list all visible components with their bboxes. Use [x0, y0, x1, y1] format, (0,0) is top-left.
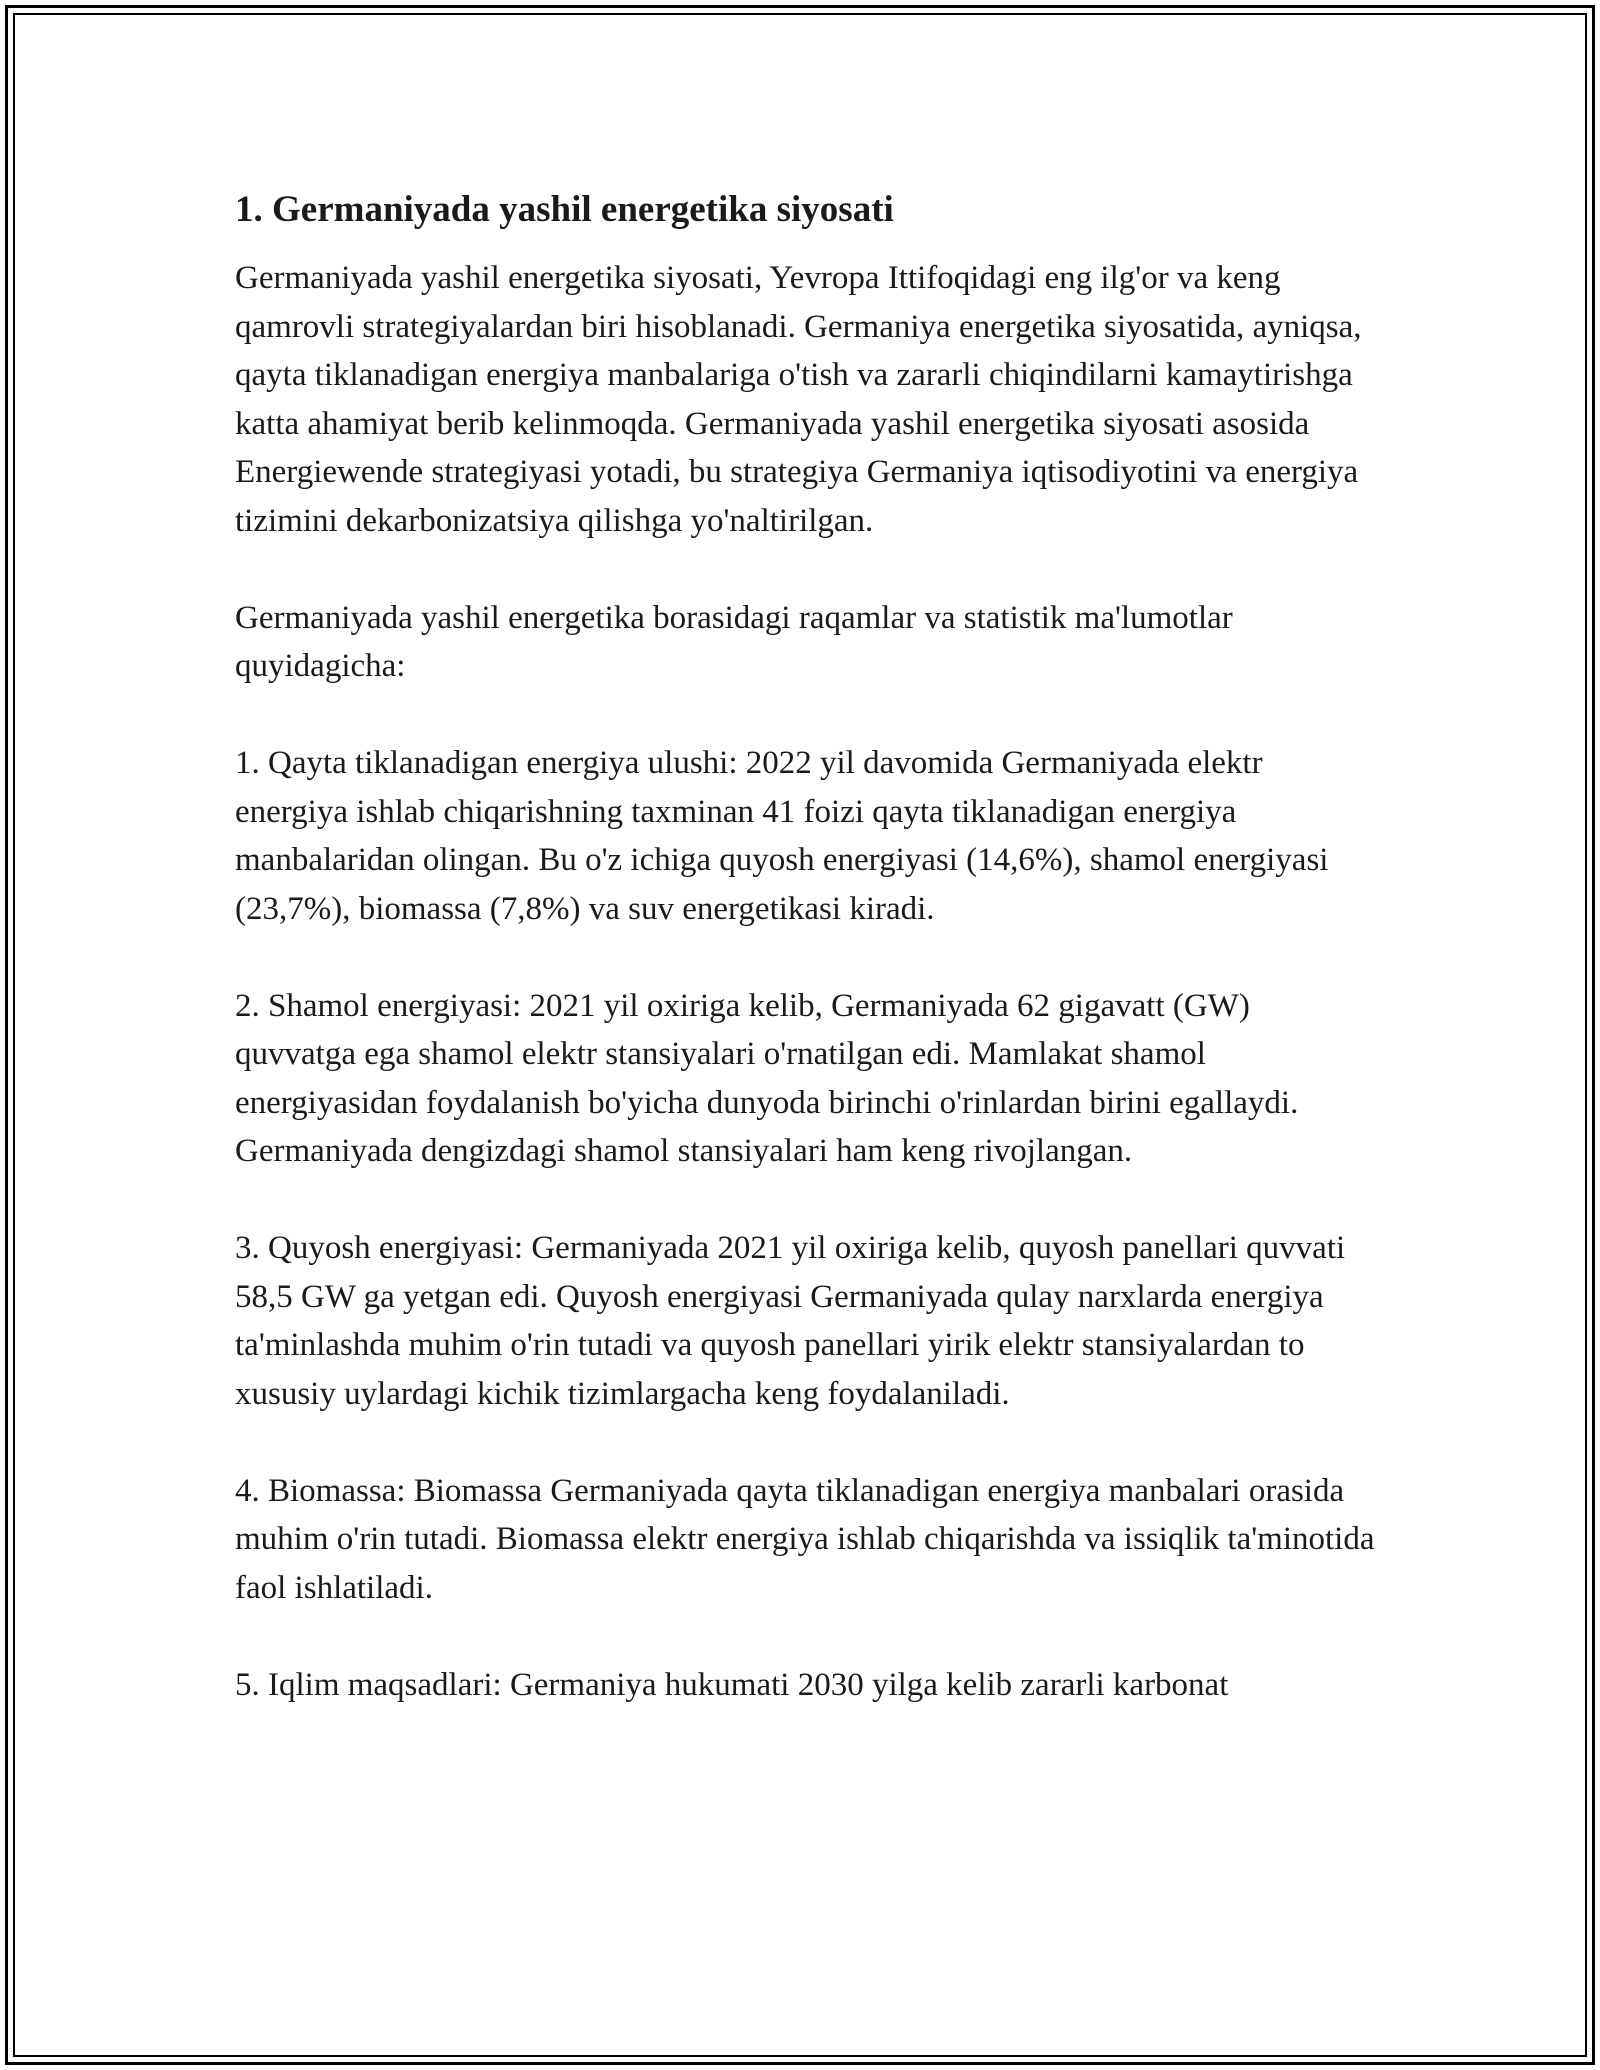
- climate-goals-paragraph: 5. Iqlim maqsadlari: Germaniya hukumati 2030 yilga kelib zararli karbonat: [235, 1666, 1229, 1703]
- intro-paragraph: Germaniyada yashil energetika siyosati, Yevropa Ittifoqidagi eng ilg'or va keng qamrovli strategiyalardan biri hisoblanadi. Germaniya energetika siyosatida, ayniqsa, qayta tiklanadigan energiya manbalariga o'tish va zararli chiqindilarni kamaytirishga katta ahamiyat berib kelinmoqda. Germaniyada yashil energetika siyosati asosida Energiewende strategiyasi yotadi, bu strategiya Germaniya iqtisodiyotini va energiya tizimini dekarbonizatsiya qilishga yo'naltirilgan.: [235, 260, 1362, 539]
- document-body: [235, 186, 1375, 1709]
- renewable-share-paragraph: 1. Qayta tiklanadigan energiya ulushi: 2022 yil davomida Germaniyada elektr energiya ishlab chiqarishning taxminan 41 foizi qayta tiklanadigan energiya manbalaridan olingan. Bu o'z ichiga quyosh energiyasi (14,6%), shamol energiyasi (23,7%), biomassa (7,8%) va suv energetikasi kiradi.: [235, 745, 1329, 927]
- biomass-paragraph: 4. Biomassa: Biomassa Germaniyada qayta tiklanadigan energiya manbalari orasida muhim o'rin tutadi. Biomassa elektr energiya ishlab chiqarishda va issiqlik ta'minotida faol ishlatiladi.: [235, 1472, 1375, 1606]
- solar-energy-paragraph: 3. Quyosh energiyasi: Germaniyada 2021 yil oxiriga kelib, quyosh panellari quvvati 58,5 GW ga yetgan edi. Quyosh energiyasi Germaniyada qulay narxlarda energiya ta'minlashda muhim o'rin tutadi va quyosh panellari yirik elektr stansiyalardan to xususiy uylardagi kichik tizimlargacha keng foydalaniladi.: [235, 1230, 1346, 1412]
- wind-energy-paragraph: 2. Shamol energiyasi: 2021 yil oxiriga kelib, Germaniyada 62 gigavatt (GW) quvvatga ega shamol elektr stansiyalari o'rnatilgan edi. Mamlakat shamol energiyasidan foydalanish bo'yicha dunyoda birinchi o'rinlardan birini egallaydi. Germaniyada dengizdagi shamol stansiyalari ham keng rivojlangan.: [235, 987, 1299, 1169]
- section-heading: 1. Germaniyada yashil energetika siyosati: [235, 189, 894, 230]
- statistics-intro-paragraph: Germaniyada yashil energetika borasidagi raqamlar va statistik ma'lumotlar quyidagicha:: [235, 599, 1233, 684]
